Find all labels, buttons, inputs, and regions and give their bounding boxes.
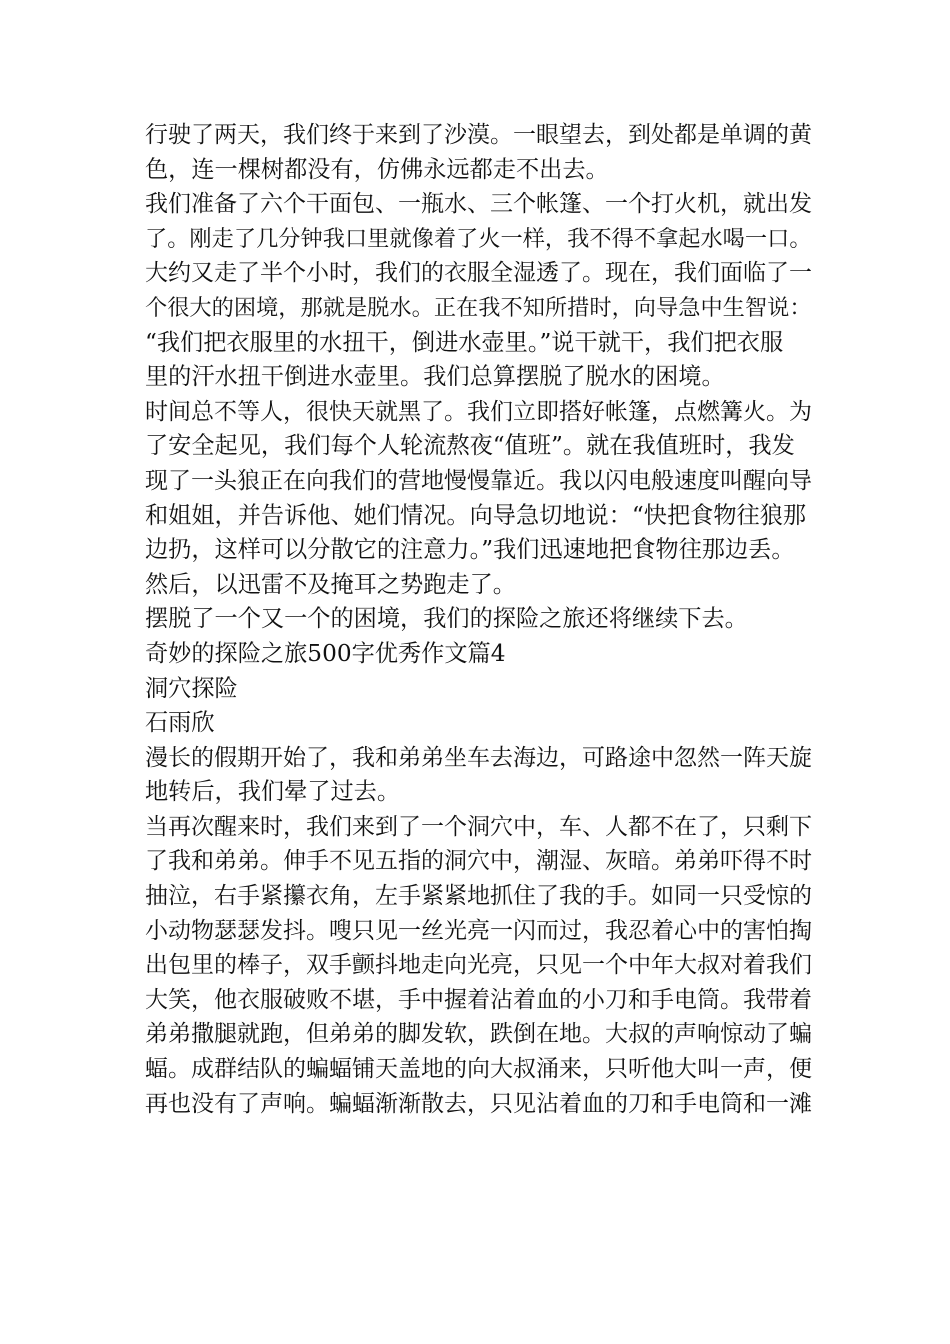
text-line: 当再次醒来时，我们来到了一个洞穴中，车、人都不在了，只剩下 [145,813,812,840]
essay-author: 石雨欣 [145,709,215,737]
text-line: 时间总不等人，很快天就黑了。我们立即搭好帐篷，点燃篝火。为 [145,398,812,425]
text-line: 大约又走了半个小时，我们的衣服全湿透了。现在，我们面临了一 [145,260,812,287]
section-heading: 奇妙的探险之旅500字优秀作文篇4 [145,639,506,667]
text-line: 行驶了两天，我们终于来到了沙漠。一眼望去，到处都是单调的黄 [145,122,812,148]
text-line: 现了一头狼正在向我们的营地慢慢靠近。我以闪电般速度叫醒向导 [145,467,812,494]
text-line: 地转后，我们晕了过去。 [145,778,401,806]
text-line: 里的汗水扭干倒进水壶里。我们总算摆脱了脱水的困境。 [145,363,725,391]
text-line: 出包里的棒子，双手颤抖地走向光亮，只见一个中年大叔对着我们 [145,952,812,979]
text-line: 摆脱了一个又一个的困境，我们的探险之旅还将继续下去。 [145,605,748,633]
text-line: 边扔，这样可以分散它的注意力。”我们迅速地把食物往那边丢。 [145,536,795,564]
text-line: 漫长的假期开始了，我和弟弟坐车去海边，可路途中忽然一阵天旋 [145,744,812,771]
text-line: 再也没有了声响。蝙蝠渐渐散去，只见沾着血的刀和手电筒和一滩 [145,1090,812,1117]
text-line: 和姐姐，并告诉他、她们情况。向导急切地说：“快把食物往狼那 [145,501,807,529]
essay-text [145,118,815,1121]
text-line: 大笑，他衣服破败不堪，手中握着沾着血的小刀和手电筒。我带着 [145,986,812,1013]
text-line: 个很大的困境，那就是脱水。正在我不知所措时，向导急中生智说： [145,294,812,321]
text-line: 色，连一棵树都没有，仿佛永远都走不出去。 [145,155,609,183]
text-line: 了安全起见，我们每个人轮流熬夜“值班”。就在我值班时，我发 [145,432,795,460]
text-line: “我们把衣服里的水扭干，倒进水壶里。”说干就干，我们把衣服 [145,328,784,356]
text-line: 我们准备了六个干面包、一瓶水、三个帐篷、一个打火机，就出发 [145,191,812,218]
text-line: 抽泣，右手紧攥衣角，左手紧紧地抓住了我的手。如同一只受惊的 [145,883,812,910]
text-line: 小动物瑟瑟发抖。嗖只见一丝光亮一闪而过，我忍着心中的害怕掏 [145,917,812,944]
text-line: 然后，以迅雷不及掩耳之势跑走了。 [145,570,516,598]
text-line: 弟弟撒腿就跑，但弟弟的脚发软，跌倒在地。大叔的声响惊动了蝙 [145,1021,812,1048]
text-line: 蝠。成群结队的蝙蝠铺天盖地的向大叔涌来，只听他大叫一声，便 [145,1056,812,1083]
text-line: 了。刚走了几分钟我口里就像着了火一样，我不得不拿起水喝一口。 [145,225,812,252]
text-line: 了我和弟弟。伸手不见五指的洞穴中，潮湿、灰暗。弟弟吓得不时 [145,848,812,875]
essay-title: 洞穴探险 [145,674,238,702]
